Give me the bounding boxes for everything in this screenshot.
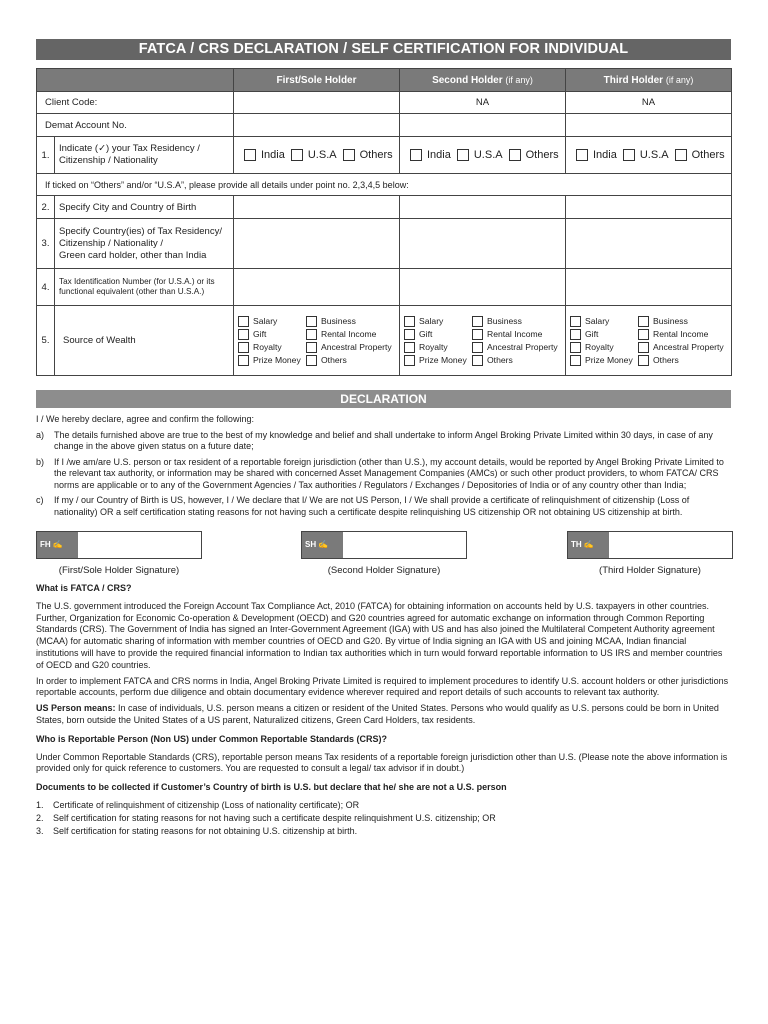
- ancestral-property-checkbox[interactable]: [306, 342, 317, 353]
- info-heading-fatca: What is FATCA / CRS?: [36, 583, 132, 593]
- others-checkbox[interactable]: [638, 355, 649, 366]
- demat-first-input[interactable]: [234, 114, 400, 137]
- client-code-third-value: NA: [566, 92, 732, 114]
- india-checkbox[interactable]: [576, 149, 588, 161]
- prize-money-checkbox[interactable]: [570, 355, 581, 366]
- salary-checkbox[interactable]: [238, 316, 249, 327]
- demat-second-input[interactable]: [400, 114, 566, 137]
- info-para-crs: Under Common Reportable Standards (CRS), reportable person means Tax residents of a reportable foreign jurisdiction other than U.S. (Please note the above information is provided only for quick reference to customers. You are requested to consult a legal/ tax advisor if in doubt.): [36, 751, 728, 774]
- gift-checkbox[interactable]: [570, 329, 581, 340]
- ancestral-property-checkbox[interactable]: [638, 342, 649, 353]
- fatca-info: [36, 583, 731, 837]
- pen-icon: ✍: [583, 540, 594, 549]
- rental-income-checkbox[interactable]: [638, 329, 649, 340]
- declaration-intro: I / We hereby declare, agree and confirm the following:: [36, 414, 254, 424]
- row-number: 3.: [37, 219, 55, 269]
- row-number: 5.: [37, 306, 55, 376]
- usa-checkbox[interactable]: [623, 149, 635, 161]
- birth-label: Specify City and Country of Birth: [55, 196, 234, 219]
- wealth-first: [234, 306, 400, 376]
- th-tag: TH ✍: [568, 532, 609, 558]
- gift-label: Gift: [585, 329, 599, 339]
- third-holder-signature-label: (Third Holder Signature): [599, 565, 701, 576]
- country-first-input[interactable]: [234, 219, 400, 269]
- first-holder-signature-box[interactable]: [36, 531, 202, 559]
- wealth-second: [400, 306, 566, 376]
- others-label: Others: [653, 355, 679, 365]
- row-birth: [37, 196, 732, 219]
- country-residency-label: Specify Country(ies) of Tax Residency/ Citizenship / Nationality / Green card holder, other than India: [55, 219, 234, 269]
- row-tin: [37, 269, 732, 306]
- residency-third: [566, 137, 732, 174]
- india-label: India: [261, 149, 285, 161]
- signature-row: [36, 531, 731, 576]
- salary-checkbox[interactable]: [404, 316, 415, 327]
- others-label: Others: [321, 355, 347, 365]
- others-checkbox[interactable]: [472, 355, 483, 366]
- info-para-fatca: The U.S. government introduced the Foreign Account Tax Compliance Act, 2010 (FATCA) for obtaining information on accounts held by U.S. taxpayers in other countries. Further, Organization for Economic Co-operation & Development (OECD) and G20 countries agreed for automatic exchange on information through Common Reporting Standards (CRS). The Government of India has signed an Inter-Government Agreement (IGA) with US and has also joined the Multilateral Competent Authority agreement (MCAA) for automatic sharing of information with member countries of OECD and G20. By virtue of India signing an IGA with US and joining MCAA, Indian financial institutions will have to provide the required financial information to Indian tax authorities which in turn would forward reportable information to US IRS and member countries of OECD and G20 countries.: [36, 600, 723, 670]
- declaration-body: [36, 414, 731, 518]
- tin-third-input[interactable]: [566, 269, 732, 306]
- client-code-label: Client Code:: [37, 92, 234, 114]
- client-code-first-input[interactable]: [234, 92, 400, 114]
- usa-label: U.S.A: [639, 149, 669, 161]
- prize-money-checkbox[interactable]: [238, 355, 249, 366]
- row-number: 1.: [37, 137, 55, 174]
- salary-label: Salary: [253, 316, 278, 326]
- gift-label: Gift: [419, 329, 433, 339]
- birth-first-input[interactable]: [234, 196, 400, 219]
- row-number: 4.: [37, 269, 55, 306]
- row-tax-residency: [37, 137, 732, 174]
- pen-icon: ✍: [52, 540, 63, 549]
- wealth-label: Source of Wealth: [55, 306, 234, 376]
- tax-residency-label: Indicate (✓) your Tax Residency / Citizenship / Nationality: [55, 137, 234, 174]
- others-label: Others: [487, 355, 513, 365]
- tick-mark: ✓: [98, 143, 107, 154]
- india-label: India: [427, 149, 451, 161]
- tin-label: Tax Identification Number (for U.S.A.) or its functional equivalent (other than U.S.A.): [55, 269, 234, 306]
- demat-label: Demat Account No.: [37, 114, 234, 137]
- royalty-checkbox[interactable]: [570, 342, 581, 353]
- business-checkbox[interactable]: [306, 316, 317, 327]
- client-code-second-value: NA: [400, 92, 566, 114]
- usa-checkbox[interactable]: [291, 149, 303, 161]
- info-para-us-person: US Person means: In case of individuals, U.S. person means a citizen or resident of the United States. Persons who would qualify as U.S. persons could be born in United States, born outside the United States of a US parent, Naturalized citizens, Green Card Holders, tax residents.: [36, 703, 719, 725]
- rental-income-label: Rental Income: [487, 329, 543, 339]
- info-heading-crs: Who is Reportable Person (Non US) under Common Reportable Standards (CRS)?: [36, 733, 388, 744]
- royalty-checkbox[interactable]: [404, 342, 415, 353]
- india-checkbox[interactable]: [244, 149, 256, 161]
- rental-income-label: Rental Income: [321, 329, 377, 339]
- others-label: Others: [691, 149, 725, 161]
- others-checkbox[interactable]: [675, 149, 687, 161]
- prize-money-label: Prize Money: [585, 355, 633, 365]
- first-holder-signature-label: (First/Sole Holder Signature): [58, 565, 180, 576]
- gift-checkbox[interactable]: [238, 329, 249, 340]
- business-label: Business: [653, 316, 688, 326]
- gift-checkbox[interactable]: [404, 329, 415, 340]
- usa-label: U.S.A: [307, 149, 337, 161]
- royalty-checkbox[interactable]: [238, 342, 249, 353]
- rental-income-label: Rental Income: [653, 329, 709, 339]
- prize-money-label: Prize Money: [419, 355, 467, 365]
- residency-first: [234, 137, 400, 174]
- others-usa-note: If ticked on “Others” and/or “U.S.A”, please provide all details under point no. 2,3,4,5 below:: [37, 174, 732, 196]
- wealth-third: [566, 306, 732, 376]
- second-holder-signature-label: (Second Holder Signature): [327, 565, 441, 576]
- business-checkbox[interactable]: [638, 316, 649, 327]
- declaration-heading: DECLARATION: [36, 390, 731, 408]
- others-checkbox[interactable]: [343, 149, 355, 161]
- header-second-holder: Second Holder (if any): [400, 69, 566, 92]
- royalty-label: Royalty: [585, 342, 614, 352]
- others-checkbox[interactable]: [306, 355, 317, 366]
- birth-second-input[interactable]: [400, 196, 566, 219]
- fh-tag: FH ✍: [37, 532, 78, 558]
- gift-label: Gift: [253, 329, 267, 339]
- row-client-code: [37, 92, 732, 114]
- tin-second-input[interactable]: [400, 269, 566, 306]
- holder-details-table: [36, 68, 732, 376]
- country-third-input[interactable]: [566, 219, 732, 269]
- salary-label: Salary: [585, 316, 610, 326]
- others-label: Others: [359, 149, 393, 161]
- royalty-label: Royalty: [253, 342, 282, 352]
- rental-income-checkbox[interactable]: [472, 329, 483, 340]
- ancestral-property-label: Ancestral Property: [321, 342, 392, 352]
- document-item: 2. Self certification for stating reasons for not having such a certificate despite relinquishment U.S. citizenship; OR: [36, 812, 496, 823]
- header-blank: [37, 69, 234, 92]
- pen-icon: ✍: [318, 540, 329, 549]
- document-item: 3. Self certification for stating reasons for not obtaining U.S. citizenship at birth.: [36, 825, 358, 836]
- prize-money-label: Prize Money: [253, 355, 301, 365]
- india-label: India: [593, 149, 617, 161]
- birth-third-input[interactable]: [566, 196, 732, 219]
- usa-label: U.S.A: [473, 149, 503, 161]
- row-country-residency: [37, 219, 732, 269]
- document-item: 1. Certificate of relinquishment of citizenship (Loss of nationality certificate); OR: [36, 799, 360, 810]
- usa-checkbox[interactable]: [457, 149, 469, 161]
- fatca-form: [36, 39, 731, 838]
- declaration-item-c: c) If my / our Country of Birth is US, however, I / We declare that I/ We are not US Person, I / We shall provide a certificate of relinquishment of citizenship (Loss of nationality) OR a self certification stating reasons for not having such a certificate despite relinquishing US citizenship OR not obtaining US citizenship at birth.: [36, 495, 690, 517]
- royalty-label: Royalty: [419, 342, 448, 352]
- declaration-item-b: b) If I /we am/are U.S. person or tax resident of a reportable foreign jurisdiction (other than U.S.), my account details, would be reported by Angel Broking Private Limited to the relevant tax authority, or information may be shared with concerned Asset Management Companies (AMCs) or such other product providers, to whom FATCA/ CRS norms are applicable or to any of the Government Agencies / Tax authorities / Regulators / Exchanges / Depositories of India or of any country other than India;: [36, 456, 724, 490]
- others-label: Others: [525, 149, 559, 161]
- ancestral-property-label: Ancestral Property: [653, 342, 724, 352]
- india-checkbox[interactable]: [410, 149, 422, 161]
- info-para-implementation: In order to implement FATCA and CRS norms in India, Angel Broking Private Limited is required to implement procedures to identify U.S. account holders or other jurisdictions reportable accounts, perform due diligence and obtain documentary evidence wherever required and report details of such accounts to relevant tax authority.: [36, 675, 729, 698]
- header-first-holder: First/Sole Holder: [234, 69, 400, 92]
- row-demat: [37, 114, 732, 137]
- prize-money-checkbox[interactable]: [404, 355, 415, 366]
- business-label: Business: [321, 316, 356, 326]
- row-number: 2.: [37, 196, 55, 219]
- second-holder-signature-box[interactable]: [301, 531, 467, 559]
- tin-first-input[interactable]: [234, 269, 400, 306]
- sh-tag: SH ✍: [302, 532, 343, 558]
- info-heading-documents: Documents to be collected if Customer’s Country of birth is U.S. but declare that he/ she are not a U.S. person: [36, 782, 507, 793]
- others-checkbox[interactable]: [509, 149, 521, 161]
- business-label: Business: [487, 316, 522, 326]
- business-checkbox[interactable]: [472, 316, 483, 327]
- ancestral-property-checkbox[interactable]: [472, 342, 483, 353]
- rental-income-checkbox[interactable]: [306, 329, 317, 340]
- country-second-input[interactable]: [400, 219, 566, 269]
- salary-label: Salary: [419, 316, 444, 326]
- third-holder-signature-box[interactable]: [567, 531, 733, 559]
- row-source-of-wealth: [37, 306, 732, 376]
- declaration-item-a: a) The details furnished above are true to the best of my knowledge and belief and shall undertake to inform Angel Broking Private Limited within 30 days, in case of any change in the above given status on a future date;: [36, 429, 713, 451]
- residency-second: [400, 137, 566, 174]
- demat-third-input[interactable]: [566, 114, 732, 137]
- ancestral-property-label: Ancestral Property: [487, 342, 558, 352]
- salary-checkbox[interactable]: [570, 316, 581, 327]
- form-title: FATCA / CRS DECLARATION / SELF CERTIFICATION FOR INDIVIDUAL: [36, 39, 731, 60]
- header-third-holder: Third Holder (if any): [566, 69, 732, 92]
